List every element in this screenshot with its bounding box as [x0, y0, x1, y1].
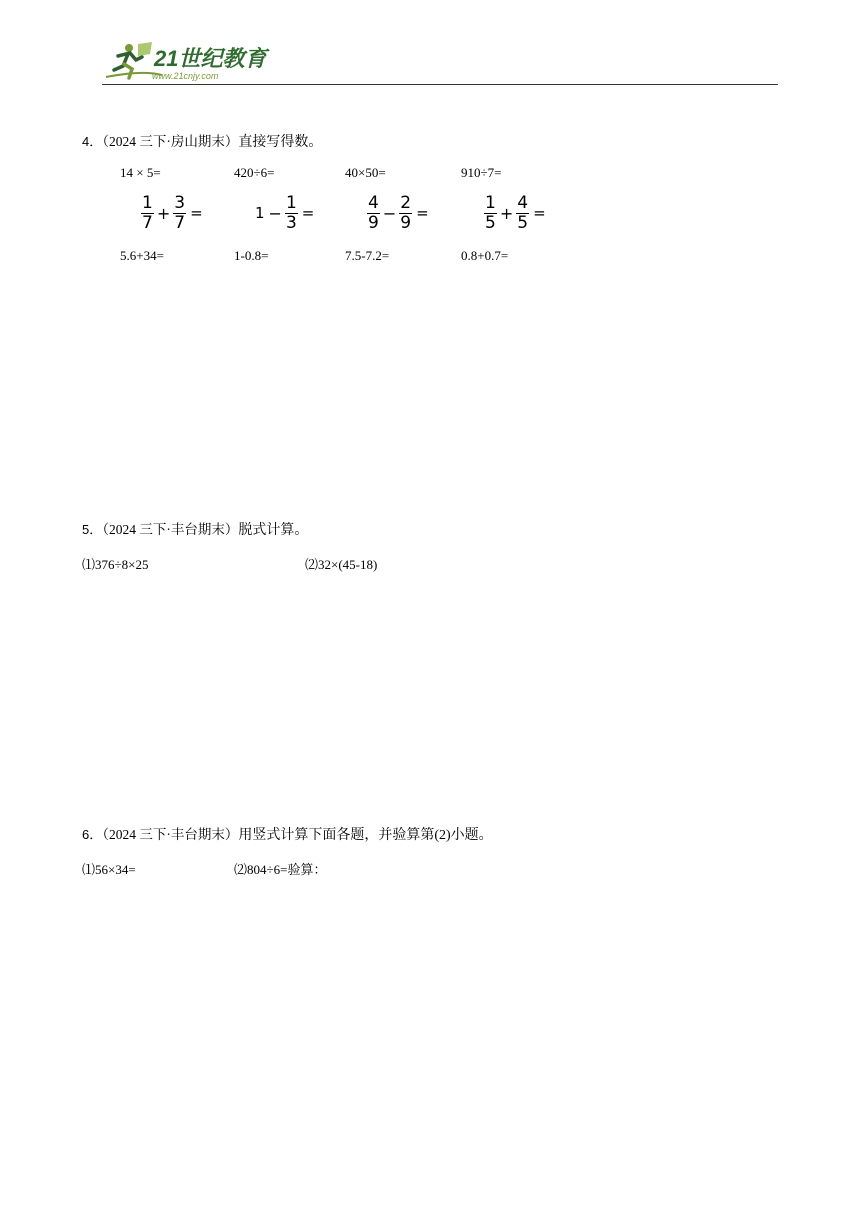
q4-item-3: 40×50= [345, 165, 386, 180]
q4-fraction-2: 1 − $\frac{1}{3}$ = [255, 192, 315, 233]
q4-fraction-4: $\frac{1}{5}$ + $\frac{4}{5}$ = [485, 192, 546, 233]
svg-text:21世纪教育: 21世纪教育 [154, 46, 267, 71]
q6-title: 6．（2024 三下·丰台期末）用竖式计算下面各题，并验算第(2)小题。 [82, 827, 493, 843]
logo [102, 40, 272, 84]
q4-item-11: 7.5-7.2= [345, 248, 390, 263]
q4-item-1: 14 × 5= [120, 165, 161, 180]
q4-item-2: 420÷6= [234, 165, 275, 180]
page-header [102, 40, 778, 86]
svg-text:www.21cnjy.com: www.21cnjy.com [152, 71, 219, 81]
q5-title: 5．（2024 三下·丰台期末）脱式计算。 [82, 522, 309, 538]
header-divider [102, 84, 778, 85]
q5-item-2: ⑵32×(45-18) [305, 557, 378, 572]
q4-fraction-1: $\frac{1}{7}$ + $\frac{3}{7}$ = [142, 192, 203, 233]
q6-item-1: ⑴56×34= [82, 862, 136, 877]
q4-item-9: 5.6+34= [120, 248, 164, 263]
q4-title: 4．（2024 三下·房山期末）直接写得数。 [82, 134, 323, 150]
q4-item-4: 910÷7= [461, 165, 502, 180]
logo-runner-icon [102, 40, 272, 84]
q6-item-2: ⑵804÷6=验算： [234, 862, 327, 877]
q4-fraction-3: $\frac{4}{9}$ − $\frac{2}{9}$ = [368, 192, 429, 233]
q4-item-12: 0.8+0.7= [461, 248, 509, 263]
q5-item-1: ⑴376÷8×25 [82, 557, 149, 572]
q4-item-10: 1-0.8= [234, 248, 269, 263]
